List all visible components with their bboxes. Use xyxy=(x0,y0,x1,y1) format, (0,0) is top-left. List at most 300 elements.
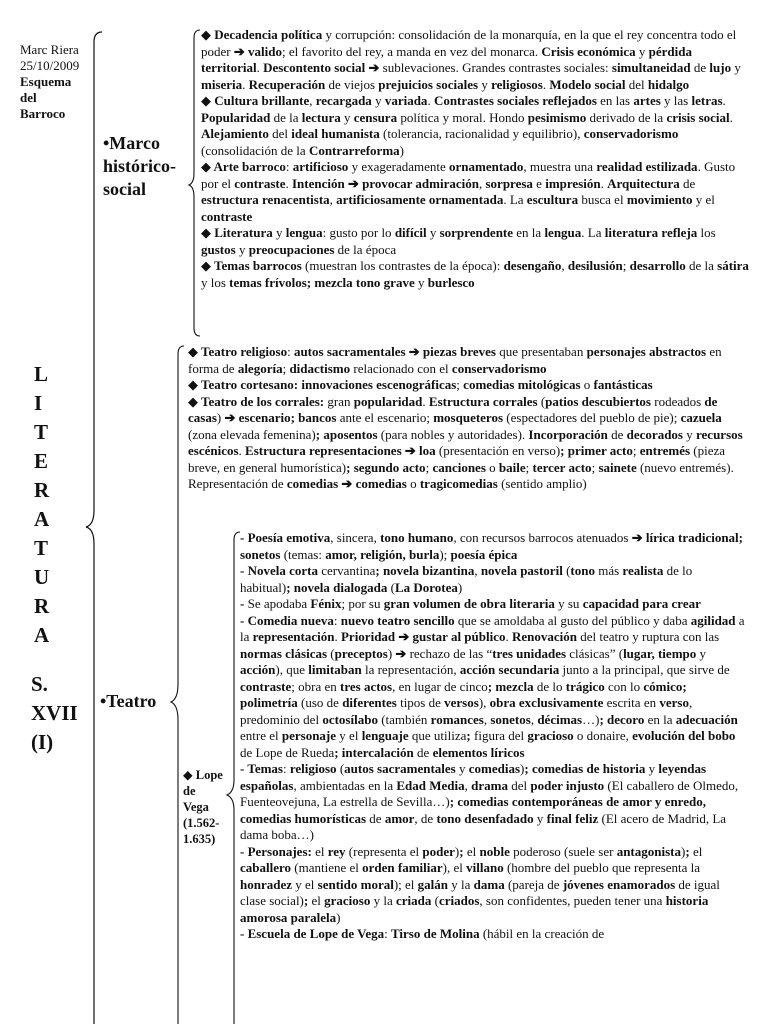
text-run: : xyxy=(282,761,290,776)
text-run: o xyxy=(406,476,420,491)
bold-run: letras xyxy=(691,93,723,108)
bold-run: representación xyxy=(252,629,335,644)
bold-run: de casas xyxy=(188,393,718,425)
bold-run: lugar, tiempo xyxy=(623,645,697,661)
text-run: . xyxy=(505,629,512,644)
bold-run: poesía épica xyxy=(450,546,518,562)
bold-run: recursos escénicos xyxy=(188,426,743,458)
text-run: . xyxy=(542,76,550,92)
text-run: cervantina xyxy=(317,563,376,578)
text-run: ) xyxy=(520,761,525,776)
bold-run: didactismo xyxy=(289,360,351,376)
bold-run: La Dorotea xyxy=(394,579,458,595)
vertical-letter: U xyxy=(34,565,50,589)
bold-run: Contrastes sociales reflejados xyxy=(433,93,597,108)
text-run: de xyxy=(366,810,385,826)
lope-label-line: 1.635) xyxy=(183,832,216,846)
bold-run: amor, religión, burla xyxy=(325,546,440,562)
text-run: gran xyxy=(324,393,354,409)
text-run: y el xyxy=(692,192,715,207)
paragraph xyxy=(201,258,749,291)
bold-run: autos sacramentales xyxy=(344,761,456,776)
part-number: (I) xyxy=(31,730,54,754)
text-run: : xyxy=(287,344,294,359)
bold-run: lengua xyxy=(544,225,582,240)
bold-run: popularidad xyxy=(353,393,423,409)
bold-run: - Comedia nueva xyxy=(240,612,334,628)
bold-run: religiosos xyxy=(491,76,543,92)
bold-run: rey xyxy=(327,843,346,859)
bold-run: diferentes xyxy=(342,695,397,710)
text-run: : gusto por lo xyxy=(322,225,395,240)
bold-run: preocupaciones xyxy=(248,241,335,257)
text-run: el xyxy=(311,893,325,908)
text-run: ( xyxy=(387,579,395,595)
bold-run: desilusión xyxy=(567,258,623,273)
text-run: de la xyxy=(270,109,302,125)
text-run: y xyxy=(533,810,547,826)
text-run: (muestran los contrastes de la época): xyxy=(301,258,504,273)
text-run: : xyxy=(285,159,293,174)
text-run: escrita en xyxy=(603,695,660,710)
lope-label-line: (1.562- xyxy=(183,816,220,830)
text-run: , xyxy=(474,563,481,578)
bold-run: ; xyxy=(459,843,464,859)
text-run: rodeados xyxy=(650,393,705,409)
text-run: . xyxy=(422,393,429,409)
bold-run: final feliz xyxy=(546,810,599,826)
text-run: (hombre del pueblo que representa la xyxy=(503,860,701,875)
text-run: (espectadores del pueblo de pie); xyxy=(503,410,681,425)
text-run: , xyxy=(561,258,568,273)
bold-run: limitaban xyxy=(308,662,362,677)
bold-run: ; xyxy=(685,843,690,859)
text-run: de la época xyxy=(334,241,397,257)
text-run: (representa el xyxy=(345,843,423,859)
vertical-letter: I xyxy=(34,391,43,415)
text-run: en las xyxy=(596,93,634,108)
text-run: y xyxy=(731,60,741,75)
bold-run: ; primer acto xyxy=(560,443,633,458)
text-run: más xyxy=(594,563,623,578)
bold-run: tragicomedias xyxy=(419,476,498,491)
bold-run: variada xyxy=(384,93,428,108)
text-run: ) xyxy=(216,410,225,425)
text-run: y xyxy=(696,645,707,661)
bold-run: poder xyxy=(422,843,455,859)
bold-run: ◆ Decadencia política xyxy=(201,27,323,42)
text-run: , xyxy=(309,93,316,108)
bold-run: versos xyxy=(444,695,479,710)
bold-run: ◆ Literatura xyxy=(201,225,273,240)
bold-run: ; comedias de historia xyxy=(524,761,646,776)
bold-run: ◆ Cultura brillante xyxy=(201,93,310,108)
paragraph xyxy=(240,926,746,943)
text-run: ; obra en xyxy=(291,678,340,694)
text-run: y xyxy=(340,109,354,125)
bold-run: difícil xyxy=(394,225,427,240)
bold-run: burlesco xyxy=(427,274,475,290)
bold-run: realidad estilizada xyxy=(596,159,698,174)
bold-run: Contrarreforma xyxy=(308,142,400,158)
text-run: de xyxy=(413,744,433,760)
text-run: a la xyxy=(240,612,745,644)
bold-run: sainete xyxy=(598,459,637,475)
bold-run: crisis social xyxy=(666,109,730,125)
text-run: y xyxy=(426,225,440,240)
text-run: . xyxy=(722,93,726,108)
author-date: 25/10/2009 xyxy=(20,58,80,73)
text-run: ) xyxy=(681,843,686,859)
paragraph xyxy=(201,93,749,159)
text-run: política y moral. Hondo xyxy=(397,109,528,125)
text-run: busca el xyxy=(578,192,627,207)
bold-run: ➔ escenario; bancos xyxy=(224,410,337,425)
bold-run: ornamentado xyxy=(449,159,524,174)
doc-title-line-3: Barroco xyxy=(20,106,66,121)
text-run: , xyxy=(483,711,491,727)
bold-run: recargada xyxy=(315,93,372,108)
bold-run: criados xyxy=(438,893,480,908)
paragraph xyxy=(240,530,746,563)
bold-run: estructura renacentista xyxy=(201,192,330,207)
text-run: figura del xyxy=(474,728,528,743)
text-run: , ambientadas en la xyxy=(293,777,397,793)
text-run: el xyxy=(463,843,480,859)
text-run: ), que xyxy=(275,662,309,677)
text-run: , muestra una xyxy=(523,159,597,174)
bold-run: Crisis económica xyxy=(541,43,636,59)
bold-run: ◆ Teatro de los corrales: xyxy=(188,393,325,409)
bold-run: sentido moral xyxy=(317,876,394,892)
text-run: , xyxy=(530,711,538,727)
bold-run: ➔ xyxy=(395,645,407,661)
bold-run: Popularidad xyxy=(201,109,271,125)
text-run: y xyxy=(235,241,249,257)
bold-run: hidalgo xyxy=(647,76,690,92)
bold-run: - xyxy=(240,596,248,611)
text-run: (hábil en la creación de xyxy=(479,926,605,941)
bold-run: religioso xyxy=(289,761,337,776)
bold-run: décimas xyxy=(537,711,583,727)
bold-run: - Novela corta xyxy=(240,563,318,578)
text-run: (consolidación de la xyxy=(201,142,309,158)
bold-run: artificiosamente ornamentada xyxy=(336,192,504,207)
text-run: . Gusto por el xyxy=(201,159,736,191)
vertical-letter: T xyxy=(34,536,49,560)
bold-run: temas frívolos; mezcla tono grave xyxy=(229,274,415,290)
text-run: (presentación en verso) xyxy=(435,443,561,458)
text-run: ; xyxy=(525,459,533,475)
bold-run: desengaño xyxy=(503,258,562,273)
bold-run: agilidad xyxy=(690,612,736,628)
text-run: y los xyxy=(201,274,230,290)
text-run: (mantiene el xyxy=(291,860,363,875)
text-run: o xyxy=(485,459,499,475)
bold-run: drama xyxy=(471,777,508,793)
text-run: , predominio del xyxy=(240,695,693,727)
lope-label-line: ◆ Lope xyxy=(183,768,223,782)
paragraph xyxy=(188,394,748,493)
bold-run: jóvenes enamorados xyxy=(562,876,676,892)
text-run: del xyxy=(268,126,292,141)
bold-run: ➔ valido xyxy=(233,43,282,59)
text-run: y xyxy=(371,93,385,108)
bold-run: sorpresa xyxy=(485,175,533,191)
bold-run: conservadorismo xyxy=(451,360,547,376)
bold-run: galán xyxy=(417,876,449,892)
bold-run: artificioso xyxy=(292,159,349,174)
text-run: clásicas” ( xyxy=(566,645,624,661)
bold-run: patios descubiertos xyxy=(545,393,651,409)
bold-run: Estructura corrales xyxy=(428,393,538,409)
text-run: ) xyxy=(336,909,341,925)
bold-run: escultura xyxy=(526,192,579,207)
bold-run: criada xyxy=(395,893,432,908)
bold-run: - Escuela de Lope de Vega xyxy=(240,926,385,941)
bold-run: noble xyxy=(479,843,510,859)
text-run: (pareja de xyxy=(504,876,563,892)
text-run: , de xyxy=(414,810,437,826)
text-run: y la xyxy=(370,893,396,908)
bold-run: historia amorosa paralela xyxy=(240,893,709,925)
text-run: . La xyxy=(581,225,605,240)
bold-run: ; comedias contemporáneas de amor y enredo, comedias humorísticas xyxy=(240,794,706,826)
bold-run: ; decoro xyxy=(599,711,645,727)
bold-run: villano xyxy=(466,860,504,875)
text-run: ), xyxy=(478,695,490,710)
text-run: sublevaciones. Grandes contrastes sociales: xyxy=(379,60,612,75)
bold-run: lectura xyxy=(301,109,341,125)
bold-run: contraste xyxy=(240,678,292,694)
bold-run: Tirso de Molina xyxy=(390,926,480,941)
text-run: (tolerancia, racionalidad y equilibrio), xyxy=(379,126,584,141)
bold-run: realista xyxy=(622,563,664,578)
bold-run: baile xyxy=(498,459,526,475)
lope-label-line: de xyxy=(183,784,196,798)
teatro-brace xyxy=(170,344,186,1024)
text-run: de xyxy=(607,426,627,442)
text-run: (uso de xyxy=(297,695,343,710)
bold-run: orden familiar xyxy=(362,860,443,875)
bold-run: Arquitectura xyxy=(607,175,680,191)
bold-run: pesimismo xyxy=(527,109,587,125)
text-run: (El caballero de Olmedo, Fuenteovejuna, La estrella de Sevilla…) xyxy=(240,777,739,809)
text-run: que utiliza xyxy=(408,728,467,743)
text-run: (pieza breve, en general humorística) xyxy=(188,443,726,475)
text-run: : xyxy=(384,926,391,941)
doc-title-line-1: Esquema xyxy=(20,74,72,89)
text-run: , en lugar de cinco xyxy=(392,678,488,694)
bold-run: elementos líricos xyxy=(432,744,525,760)
bold-run: pérdida territorial xyxy=(201,43,692,75)
bold-run: desarrollo xyxy=(629,258,686,273)
text-run: ) xyxy=(399,142,405,158)
bold-run: ; mezcla xyxy=(487,678,534,694)
bold-run: octosílabo xyxy=(322,711,378,727)
text-run: . xyxy=(600,175,608,191)
bold-run: literatura refleja xyxy=(604,225,698,240)
bold-run: miseria xyxy=(201,76,243,92)
text-run: y corrupción: consolidación de la monarquía, en la que el rey concentra todo el poder xyxy=(201,27,737,59)
bold-run: nuevo teatro sencillo xyxy=(340,612,455,628)
bold-run: contraste xyxy=(234,175,286,191)
bold-run: antagonista xyxy=(616,843,681,859)
text-run: (zona elevada femenina) xyxy=(188,426,316,442)
text-run: e xyxy=(532,175,546,191)
lope-label-line: Vega xyxy=(183,800,209,814)
bold-run: verso xyxy=(659,695,689,710)
text-run: , xyxy=(464,777,472,793)
text-run: la representación, xyxy=(361,662,460,677)
paragraph xyxy=(240,596,746,613)
text-run: ; xyxy=(591,459,599,475)
bold-run: cazuela xyxy=(680,410,722,425)
bold-run: - Personajes: xyxy=(240,843,312,859)
text-run: derivado de la xyxy=(586,109,667,125)
text-run: y la xyxy=(448,876,474,892)
text-run: de xyxy=(679,175,696,191)
text-run: y xyxy=(272,225,286,240)
text-run: . xyxy=(285,175,292,191)
bold-run: gracioso xyxy=(324,893,371,908)
bold-run: ; aposentos xyxy=(315,426,378,442)
text-run: el xyxy=(311,843,328,859)
bold-run: tono desenfadado xyxy=(436,810,534,826)
bold-run: dama xyxy=(473,876,505,892)
text-run: de la xyxy=(685,258,718,273)
paragraph xyxy=(240,844,746,927)
text-run: ( xyxy=(336,761,345,776)
text-run: ; el favorito del rey, a manda en vez del monarca. xyxy=(281,43,542,59)
bold-run: caballero xyxy=(240,860,292,875)
text-run: o donaire, xyxy=(573,728,633,743)
bold-run: honradez xyxy=(240,876,292,892)
text-run: , son confidentes, pueden tener una xyxy=(479,893,666,908)
text-run: ) xyxy=(454,843,460,859)
text-run: y xyxy=(645,761,659,776)
bold-run: conservadorismo xyxy=(583,126,679,141)
text-run: ); el xyxy=(393,876,418,892)
text-run: (también xyxy=(377,711,431,727)
bold-run: adecuación xyxy=(675,711,738,727)
text-run: . xyxy=(238,443,246,458)
paragraph xyxy=(201,27,749,93)
paragraph xyxy=(240,563,746,596)
bold-run: ➔ lírica tradicional; sonetos xyxy=(240,530,743,562)
lope-content xyxy=(240,530,746,943)
vertical-letter: R xyxy=(34,594,50,618)
paragraph xyxy=(201,225,749,258)
bold-run: gracioso xyxy=(527,728,574,743)
bold-run: gran volumen de obra literaria xyxy=(383,596,555,611)
bold-run: Edad Media xyxy=(396,777,465,793)
text-run: y el xyxy=(292,876,318,892)
doc-title-line-2: del xyxy=(20,90,37,105)
text-run: ; por su xyxy=(341,596,384,611)
bold-run: romances xyxy=(430,711,484,727)
bold-run: ; xyxy=(466,728,474,743)
text-run: (para nobles y autoridades). xyxy=(377,426,529,442)
bold-run: gustos xyxy=(201,241,236,257)
text-run: ( xyxy=(327,645,335,661)
text-run: del xyxy=(507,777,531,793)
vertical-letter: A xyxy=(34,623,50,647)
bold-run: Descontento social ➔ xyxy=(263,60,380,75)
vertical-letter: L xyxy=(34,362,49,386)
bold-run: ideal humanista xyxy=(291,126,380,141)
bold-run: tres unidades xyxy=(492,645,567,661)
bold-run: Modelo social xyxy=(549,76,626,92)
marco-label-line: histórico- xyxy=(103,156,176,176)
marco-content xyxy=(201,27,749,291)
bold-run: fantásticas xyxy=(593,377,653,392)
text-run: : xyxy=(333,612,341,628)
text-run: . xyxy=(729,109,733,125)
bold-run: Renovación xyxy=(512,629,577,644)
text-run: del xyxy=(625,76,648,92)
bold-run: obra exclusivamente xyxy=(489,695,604,710)
bold-run: ; novela dialogada xyxy=(286,579,388,595)
bold-run: ; segundo acto xyxy=(346,459,426,475)
text-run: y xyxy=(478,76,492,92)
text-run: y su xyxy=(554,596,583,611)
text-run: ( xyxy=(562,563,571,578)
vertical-letter: A xyxy=(34,507,50,531)
bold-run: mosqueteros xyxy=(433,410,504,425)
bold-run: ◆ Temas barrocos xyxy=(201,258,302,273)
paragraph xyxy=(240,761,746,844)
text-run: entre el xyxy=(240,728,282,743)
marco-label-line: •Marco xyxy=(103,133,160,153)
bold-run: Alejamiento xyxy=(201,126,269,141)
text-run: de lo xyxy=(533,678,566,694)
bold-run: autos sacramentales ➔ piezas breves xyxy=(293,344,496,359)
text-run: y xyxy=(635,43,649,59)
bold-run: poder injusto xyxy=(530,777,605,793)
bold-run: normas clásicas xyxy=(240,645,328,661)
bold-run: ◆ Teatro cortesano: innovaciones escenográficas xyxy=(188,377,457,392)
vertical-letter: T xyxy=(34,420,49,444)
bold-run: simultaneidad xyxy=(611,60,691,75)
teatro-label: •Teatro xyxy=(100,691,157,711)
bold-run: - Poesía emotiva xyxy=(240,530,331,545)
bold-run: lujo xyxy=(709,60,732,75)
bold-run: ; novela bizantina xyxy=(375,563,475,578)
author-name: Marc Riera xyxy=(20,42,79,57)
bold-run: capacidad para crear xyxy=(582,596,701,611)
bold-run: personajes abstractos xyxy=(586,344,707,359)
bold-run: evolución del bobo xyxy=(632,728,736,743)
text-run: (temas: xyxy=(280,546,326,562)
text-run: con lo xyxy=(604,678,644,694)
vertical-letter: E xyxy=(34,449,49,473)
bold-run: Intención ➔ provocar admiración xyxy=(291,175,479,191)
bold-run: lenguaje xyxy=(361,728,409,743)
text-run: (nuevo entremés). Representación de xyxy=(188,459,734,491)
text-run: junto a la principal, que sirve de xyxy=(559,662,730,677)
bold-run: impresión xyxy=(545,175,601,191)
text-run: de igual clase social) xyxy=(240,876,720,908)
text-run: y exageradamente xyxy=(348,159,450,174)
text-run: y las xyxy=(660,93,692,108)
century-label: S. xyxy=(31,672,48,696)
bold-run: tono xyxy=(570,563,595,578)
text-run: , sincera, xyxy=(330,530,381,545)
text-run: relacionado con el xyxy=(350,360,452,376)
bold-run: Prioridad ➔ gustar al público xyxy=(340,629,506,644)
bold-run: novela pastoril xyxy=(480,563,563,578)
